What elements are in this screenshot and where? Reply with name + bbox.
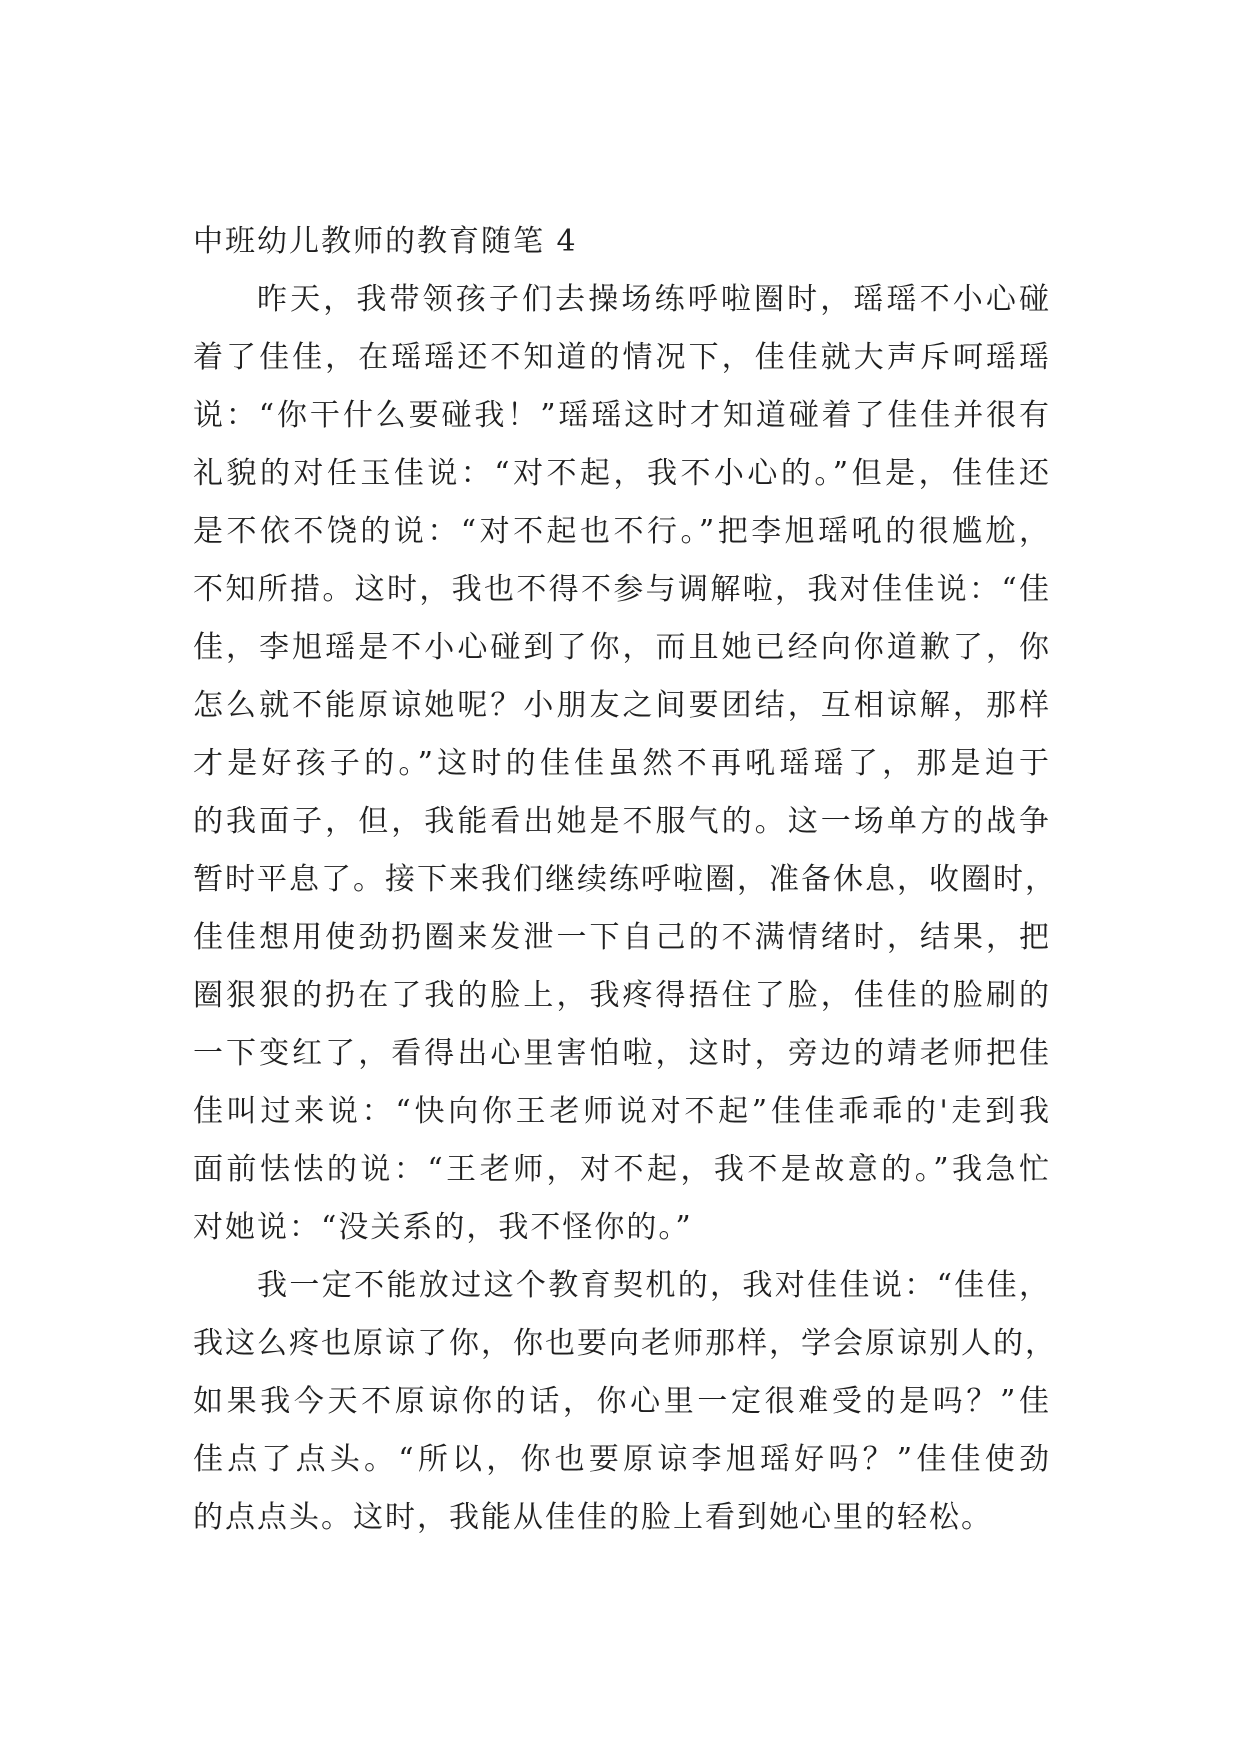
paragraph-line: 对她说：“没关系的，我不怪你的。” xyxy=(193,1210,693,1245)
document-title: 中班幼儿教师的教育随笔 4 xyxy=(193,224,578,259)
paragraph-line: 礼貌的对任玉佳说：“对不起，我不小心的。”但是，佳佳还 xyxy=(193,456,1051,491)
paragraph-line: 的点点头。这时，我能从佳佳的脸上看到她心里的轻松。 xyxy=(193,1500,993,1535)
paragraph-line: 圈狠狠的扔在了我的脸上，我疼得捂住了脸，佳佳的脸刷的 xyxy=(193,978,1051,1013)
paragraph-line: 才是好孩子的。”这时的佳佳虽然不再吼瑶瑶了，那是迫于 xyxy=(193,746,1051,781)
paragraph-line: 佳叫过来说：“快向你王老师说对不起”佳佳乖乖的'走到我 xyxy=(193,1094,1051,1129)
paragraph-line: 昨天，我带领孩子们去操场练呼啦圈时，瑶瑶不小心碰 xyxy=(257,282,1051,317)
paragraph-line: 面前怯怯的说：“王老师，对不起，我不是故意的。”我急忙 xyxy=(193,1152,1051,1187)
paragraph-1 xyxy=(193,271,1057,1257)
paragraph-line: 怎么就不能原谅她呢？小朋友之间要团结，互相谅解，那样 xyxy=(193,688,1051,723)
paragraph-line: 我一定不能放过这个教育契机的，我对佳佳说：“佳佳， xyxy=(257,1268,1051,1303)
paragraph-line: 佳，李旭瑶是不小心碰到了你，而且她已经向你道歉了，你 xyxy=(193,630,1051,665)
document-page xyxy=(193,213,1057,1547)
paragraph-line: 暂时平息了。接下来我们继续练呼啦圈，准备休息，收圈时， xyxy=(193,862,1057,897)
paragraph-line: 说：“你干什么要碰我！”瑶瑶这时才知道碰着了佳佳并很有 xyxy=(193,398,1051,433)
paragraph-line: 着了佳佳，在瑶瑶还不知道的情况下，佳佳就大声斥呵瑶瑶 xyxy=(193,340,1051,375)
paragraph-line: 的我面子，但，我能看出她是不服气的。这一场单方的战争 xyxy=(193,804,1051,839)
paragraph-line: 是不依不饶的说：“对不起也不行。”把李旭瑶吼的很尴尬， xyxy=(193,514,1051,549)
paragraph-line: 我这么疼也原谅了你，你也要向老师那样，学会原谅别人的， xyxy=(193,1326,1057,1361)
paragraph-line: 不知所措。这时，我也不得不参与调解啦，我对佳佳说：“佳 xyxy=(193,572,1051,607)
paragraph-line: 佳点了点头。“所以，你也要原谅李旭瑶好吗？”佳佳使劲 xyxy=(193,1442,1051,1477)
paragraph-2 xyxy=(193,1257,1057,1547)
paragraph-line: 一下变红了，看得出心里害怕啦，这时，旁边的靖老师把佳 xyxy=(193,1036,1051,1071)
paragraph-line: 佳佳想用使劲扔圈来发泄一下自己的不满情绪时，结果，把 xyxy=(193,920,1051,955)
paragraph-line: 如果我今天不原谅你的话，你心里一定很难受的是吗？”佳 xyxy=(193,1384,1051,1419)
